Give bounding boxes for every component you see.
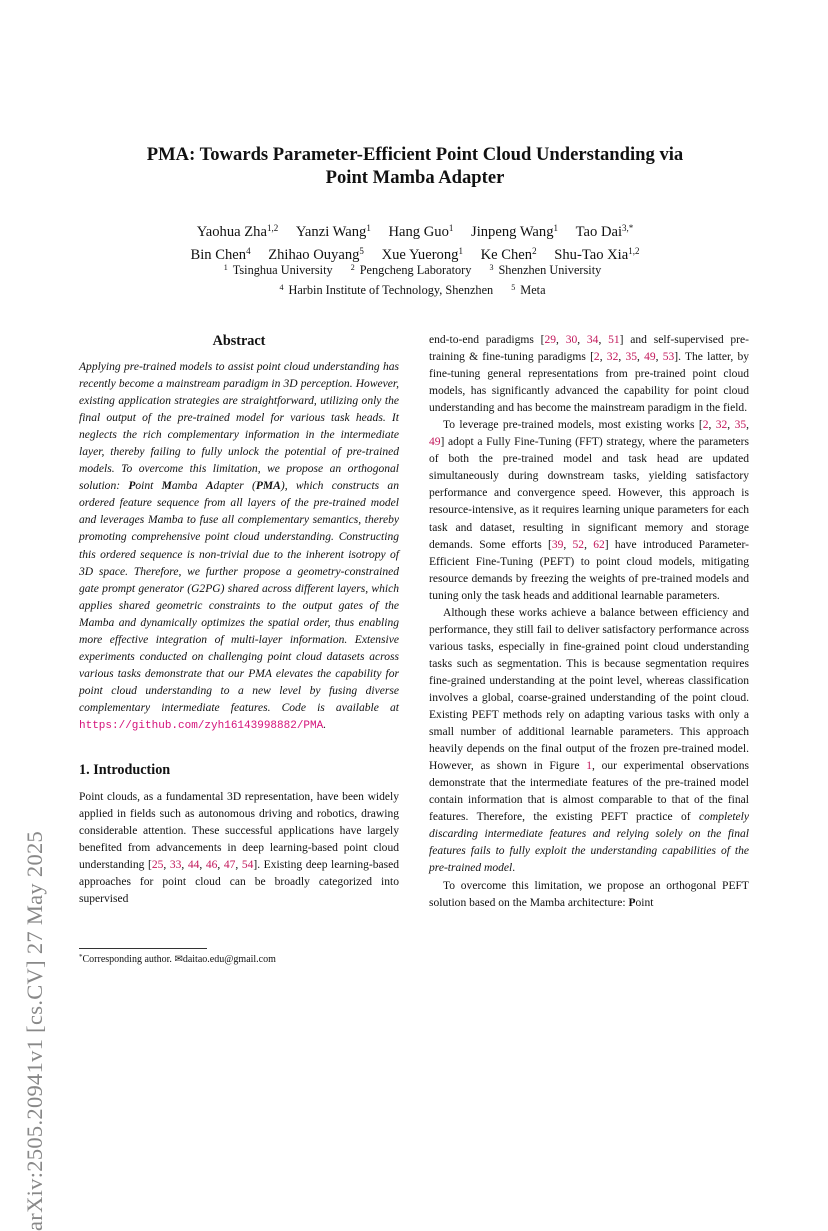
- citation-link[interactable]: 35: [734, 419, 747, 432]
- citation-link[interactable]: 44: [187, 859, 200, 872]
- author: Yaohua Zha$^{1,2}$: [196, 223, 279, 240]
- body-paragraph: end-to-end paradigms [29, 30, 34, 51] and self-supervised pre-training & fine-tuning paradigms [2, 32, 35, 49, 53]. The latter, by fine-tuning general representations from pre-trained point cloud models, has significantly advanced the capability for point cloud understanding and has become the mainstream paradigm in the field.: [429, 334, 750, 415]
- title-line-1: PMA: Towards Parameter-Efficient Point Cloud Understanding via: [146, 144, 684, 165]
- author: Zhihao Ouyang$^5$: [268, 246, 364, 263]
- paper-title: [80, 143, 750, 189]
- affiliations: [80, 259, 750, 299]
- author: Jinpeng Wang$^1$: [471, 223, 558, 240]
- citation-link[interactable]: 32: [606, 351, 619, 364]
- citation-link[interactable]: 52: [572, 538, 585, 551]
- figure-reference-link[interactable]: 1: [586, 760, 592, 773]
- author: Tao Dai$^{3,*}$: [575, 223, 634, 240]
- citation-link[interactable]: 39: [551, 538, 564, 551]
- citation-link[interactable]: 62: [593, 538, 605, 551]
- affiliation: $^3$ Shenzhen University: [489, 263, 602, 277]
- affiliation-row-2: [80, 279, 750, 299]
- intro-paragraph: Point clouds, as a fundamental 3D representation, have been widely applied in fields such as autonomous driving and robotics, drawing considerable attention. These successful applications have largely benefited from advancements in deep learning-based point cloud understanding [25, 33, 44, 46, 47, 54]. Existing deep learning-based approaches for point cloud can be broadly categorized into supervised: [79, 791, 400, 906]
- affiliation: $^2$ Pengcheng Laboratory: [350, 263, 472, 277]
- citation-link[interactable]: 32: [715, 419, 728, 432]
- affiliation: $^4$ Harbin Institute of Technology, Shenzhen: [279, 283, 494, 297]
- author-row-1: [80, 219, 750, 242]
- code-link[interactable]: https://github.com/zyh16143998882/PMA: [79, 719, 324, 732]
- affiliation: $^1$ Tsinghua University: [223, 263, 333, 277]
- citation-link[interactable]: 2: [593, 351, 600, 364]
- body-paragraph: To leverage pre-trained models, most existing works [2, 32, 35, 49] adopt a Fully Fine-Tuning (FFT) strategy, where the parameters of both the pre-trained model and task head are updated simultaneously during downstream tasks, yielding satisfactory performance and convergence speed. However, this approach is resource-intensive, as it requires learning unique parameters for each task and dataset, resulting in significant memory and storage demands. Some efforts [39, 52, 62] have introduced Parameter-Efficient Fine-Tuning (PEFT) to point cloud models, mitigating resource demands by freezing the weights of pre-trained models and tuning only the task heads and additional learnable parameters.: [429, 419, 749, 602]
- author: Ke Chen$^2$: [480, 246, 537, 263]
- right-column: [429, 332, 749, 912]
- footnote-divider: [79, 948, 207, 949]
- citation-link[interactable]: 29: [544, 334, 557, 346]
- author: Bin Chen$^4$: [190, 246, 251, 263]
- citation-link[interactable]: 53: [662, 351, 675, 364]
- citation-link[interactable]: 46: [205, 859, 218, 872]
- citation-link[interactable]: 35: [625, 351, 637, 364]
- arxiv-identifier-stamp: [22, 297, 48, 1231]
- affiliation-row-1: [80, 259, 750, 279]
- citation-link[interactable]: 54: [241, 859, 254, 872]
- citation-link[interactable]: 49: [429, 436, 441, 449]
- affiliation: $^5$ Meta: [511, 283, 546, 297]
- arxiv-identifier-text: arXiv:2505.20941v1 [cs.CV] 27 May 2025: [22, 830, 47, 1231]
- body-paragraph: Although these works achieve a balance between efficiency and performance, they still fail to deliver satisfactory performance across various tasks, especially in fine-grained point cloud understanding tasks such as segmentation. This is because segmentation requires fine-grained understanding at the point level, whereas classification involves a global, coarse-grained understanding of the point cloud. Existing PEFT methods rely on adapting various tasks with only a small number of additional learnable parameters. This approach heavily depends on the final output of the frozen pre-trained model. However, as shown in Figure 1, our experimental observations demonstrate that the intermediate features of the pre-trained model contain information that is almost comparable to that of the final features. Therefore, the existing PEFT practice of completely discarding intermediate features and relying solely on the final features fails to fully exploit the understanding capabilities of the pre-trained model.: [429, 606, 750, 875]
- author: Xue Yuerong$^1$: [381, 246, 463, 263]
- email-link[interactable]: daitao.edu@gmail.com: [182, 954, 276, 965]
- citation-link[interactable]: 2: [702, 419, 709, 432]
- section-heading-introduction: 1. Introduction: [79, 762, 171, 779]
- left-column: [79, 332, 399, 908]
- abstract-heading: Abstract: [212, 333, 266, 349]
- title-line-2: Point Mamba Adapter: [325, 167, 505, 188]
- citation-link[interactable]: 25: [151, 859, 164, 872]
- author: Yanzi Wang$^1$: [295, 223, 371, 240]
- envelope-icon: ✉: [174, 954, 183, 965]
- citation-link[interactable]: 30: [565, 334, 578, 346]
- abstract-text: Applying pre-trained models to assist point cloud understanding has recently become a mainstream paradigm in 3D perception. However, existing application strategies are straightforward, utilizing only the final output of the pre-trained model for various task heads. It neglects the rich complementary information in the intermediate layer, thereby failing to fully unlock the potential of pre-trained models. To overcome this limitation, we propose an orthogonal solution: Point Mamba Adapter (PMA), which constructs an ordered feature sequence from all layers of the pre-trained model and leverages Mamba to fuse all complementary semantics, thereby promoting comprehensive point cloud understanding. Constructing this ordered sequence is non-trivial due to the inherent isotropy of 3D space. Therefore, we further propose a geometry-constrained gate prompt generator (G2PG) shared across different layers, which applies shared geometric constraints to the output gates of the Mamba and dynamically optimizes the spatial order, thus enabling more effective integration of multi-layer information. Extensive experiments conducted on challenging point cloud datasets across various tasks demonstrate that our PMA elevates the capability for point cloud understanding to a new level by fusing diverse complementary intermediate features. Code is available at https://github.com/zyh16143998882/PMA.: [79, 361, 399, 732]
- body-paragraph: To overcome this limitation, we propose an orthogonal PEFT solution based on the Mamba architecture: Point: [429, 879, 749, 909]
- citation-link[interactable]: 49: [644, 351, 656, 364]
- author: Hang Guo$^1$: [388, 223, 454, 240]
- footnote: *Corresponding author. ✉daitao.edu@gmail.com: [79, 953, 276, 965]
- citation-link[interactable]: 33: [169, 859, 182, 872]
- author: Shu-Tao Xia$^{1,2}$: [554, 246, 640, 263]
- citation-link[interactable]: 34: [586, 334, 599, 346]
- citation-link[interactable]: 47: [223, 859, 236, 872]
- citation-link[interactable]: 51: [608, 334, 620, 346]
